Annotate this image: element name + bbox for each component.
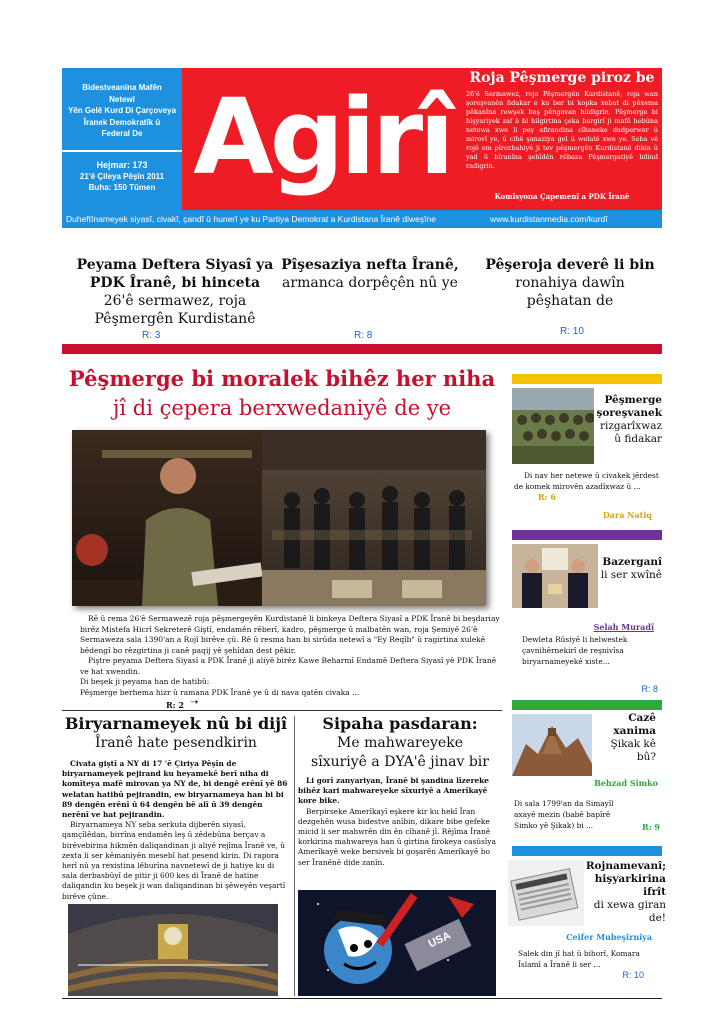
sidebar-3-heading[interactable] <box>596 712 656 764</box>
publisher-text <box>62 82 182 140</box>
sidebar-3-subtitle: Şikak kê bû? <box>610 738 656 763</box>
sidebar-3-photo <box>512 714 592 776</box>
lead-subline: jî di çepera berxwedaniyê de ye <box>112 396 452 420</box>
arrow-icon: ➝ <box>190 697 199 708</box>
publisher-line: Bidestveanîna Mafên <box>82 83 162 92</box>
teaser-2[interactable] <box>280 256 460 346</box>
sidebar-2-title: Bazerganî <box>602 556 662 568</box>
sidebar-2-photo <box>512 544 598 608</box>
sidebar-2-ref[interactable]: R: 8 <box>641 684 658 694</box>
masthead-publisher-box <box>62 68 182 210</box>
greeting-body: 26'ê Sermawez, roja Pêşmergên Kurdistanê, roja wan şoreşvanên fidakar e ku ber bi kopka xebat di pêxema pêkanîna rewşek baş pêngavan hildigrin. Pêşmerge bi hişyariyek zaf û bi hilgirtina çeka bergirî ji mafê hebûna netewa xwe li pey afirandina cîhaneke dadperwer û mirovî ye, û cihê şanaziya gel û welatê xwe ye. Seba vê rojê em pîrozbahiyê ji tev pêşmergên Kurdistanê dikin û yad û bîranîna şehîdên rêbaza Pêşmergatiyê bilind radigrin. <box>466 90 658 170</box>
masthead-logo-box <box>182 68 462 210</box>
lead-paragraph: Rê û rema 26'ê Sermawezê roja pêşmergeyên Kurdistanê li binkeya Deftera Siyasî a PDK Îranê bi beşdariay birêz Mistefa Hicrî Sekreterê Giştî, endamên rêberî, kadro, pêşmerge û malbatên wan, roja Şemiyê 26'ê Sermaweza sala 1390'an a Rojî birêve çû. Rê û resma han bi sirûda netewî a "Ey Reqîb" û ragirtina xulekê bêdengî bo rêzgirtina ji canê paqij yê şehîdan dest pêkir. <box>80 614 500 655</box>
issue-number: Hejmar: 173 <box>96 160 148 170</box>
sidebar-1-subtitle: rizgarîxwaz û fidakar <box>600 420 662 445</box>
article-right-body: Berpirseke Amerîkayî eşkere kir ku hekî Îran dezgehên wusa bidestve anîbin, dikare bibe gefeke micid li ser mahwrên din ên cîhanê jî. Rêjîma Îranê korkirina mahwareya han û girtina firokeya casûsîya Amerîkayê weke bersivek bi goşarên Amerîkayê bo ser Îranênê dide zanîn. <box>298 806 496 867</box>
sidebar-4-body: Salek din jî hat û bihorî, Komara Îslamî a Îranê li ser ... <box>518 949 640 969</box>
sidebar-2-author: Selah Muradî <box>593 622 654 632</box>
lead-paragraph: Pêşmerge berhema hizr û ramana PDK Îranê ye û di nava qatên civaka ... <box>80 687 360 697</box>
sidebar-1-author: Dara Natiq <box>602 510 652 520</box>
article-left-headline[interactable]: Biryarnameyek nû bi dijî <box>64 714 288 733</box>
section-divider-bar <box>62 344 662 354</box>
publisher-line: Netewî <box>109 94 135 104</box>
teaser-headline: Pêşeroja deverê li bin <box>485 257 655 273</box>
sidebar-2-bar <box>512 530 662 540</box>
teaser-headline: Pîşesaziya nefta Îranê, <box>281 257 459 273</box>
teaser-ref: R: 3 <box>142 330 161 341</box>
sidebar-1-body <box>514 470 662 503</box>
teaser-headline: Peyama Deftera Siyasî ya PDK Îranê, bi hinceta <box>76 257 274 291</box>
publisher-line: Yên Gelê Kurd Di Çarçoveya <box>67 106 177 115</box>
sidebar-4-heading[interactable] <box>584 860 666 925</box>
lead-headline[interactable]: Pêşmerge bi moralek bihêz her niha <box>68 366 496 391</box>
teaser-subline: 26'ê sermawez, roja Pêşmergên Kurdistanê <box>94 293 256 327</box>
satellite-cartoon-illustration <box>298 890 496 996</box>
sidebar-4-ref[interactable]: R: 10 <box>622 970 644 980</box>
un-assembly-photo <box>68 904 278 996</box>
lead-photo <box>72 430 486 606</box>
publisher-line: Federal De <box>101 129 143 138</box>
article-right-intro: Li gorî zanyariyan, Îranê bi şandina lîzereke bihêz kari mahwareyeke sîxuriyê a Amerîkayê kore bike. <box>298 776 489 806</box>
article-left-subline: Îranê hate pesendkirin <box>95 735 257 751</box>
sidebar-3-author: Behzad Simko <box>594 778 658 788</box>
sidebar-1-text: Di nav her netewe û civakek jêrdest de komek mirovên azadîxwaz û ... <box>514 471 659 491</box>
teaser-subline: armanca dorpêçên nû ye <box>282 275 458 291</box>
sidebar-2-body: Dewleta Rûsiyê li helwestek çavnihêrnekirî de reşnivîsa biryarnameyekê xiste... <box>522 635 628 666</box>
masthead-divider <box>62 150 182 152</box>
sidebar-3-ref[interactable]: R: 9 <box>642 822 660 832</box>
teaser-1[interactable] <box>70 256 280 346</box>
peshmerga-group-illustration <box>512 388 594 464</box>
sidebar-1-title: Pêşmerge şoreşvanek <box>596 394 662 419</box>
mountain-castle-illustration <box>512 714 592 776</box>
sidebar-3-bar <box>512 700 662 710</box>
lead-paragraph: Piştre peyama Deftera Siyasî a PDK Îranê ji aliyê birêz Kawe Beharmî Endamê Deftera Siyasî yê PDK Îranê ve hat xwendin. <box>80 656 497 676</box>
sidebar-4-author: Ceifer Mubeşirniya <box>566 932 652 942</box>
greeting-box <box>462 68 662 210</box>
strap-text: Duheftînameyek siyasî, civakî, çandî û hunerî ye ku Partiya Demokrat a Kurdistana Îranê diweşîne <box>66 214 436 224</box>
sidebar-1-bar <box>512 374 662 384</box>
sidebar-4-subtitle: di xewa giran de! <box>593 899 666 924</box>
sidebar-1-photo <box>512 388 594 464</box>
sidebar-3-body: Di sala 1799'an da Simayîl axayê mezin (babê bapîrê Simko yê Şikak) bi ... <box>514 799 614 830</box>
newspaper-logo: Agirî <box>193 76 451 198</box>
article-right-headline[interactable]: Sipaha pasdaran: <box>322 714 478 733</box>
article-left-intro: Civata giştî a NY di 17 'ê Çiriya Pêşîn de biryarnameyek pejirand ku heyamekê berî niha di komîteya mafê mirovan ya NY de, bi dengê erênî yê 86 welatan hatibû pejirandin, ew biryarnameya han bi bi 89 dengên erênî û 64 dengên bê alî û 39 dengên nerênî ve hat pejirandin. <box>62 759 288 820</box>
teaser-ref: R: 8 <box>354 330 373 341</box>
article-right-subline: Me mahwareyeke sîxuriyê a DYA'ê jinav bir <box>311 735 489 770</box>
article-right <box>298 714 502 868</box>
lead-body <box>80 614 500 698</box>
article-left-body: Biryarnameya NY seba serkuta dijberên siyasî, qamçîlêdan, birrîna endamên leş û zêdebûna berçav a birêvebirina hikmên daliqandinan ji aliyê rejîma Îranê ve, û zexta li ser kêmaniyên mesebî hat pesend kirin. Di rapora herî nû ya rexistina lêburîna navnetewî de ji hatiye ku di sala derbasbûyî de pitir ji 600 kes di Îranê de hatine daliqandin ku beşek ji wan daliqandinan bi şêweyên veşartî birêve çûne. <box>62 820 286 901</box>
lead-paragraph: Di beşek ji peyama han de hatibû: <box>80 677 210 686</box>
greeting-signature: Komîsyona Çapemenî a PDK Îranê <box>494 192 630 201</box>
sidebar-2-subtitle: li ser xwînê <box>600 569 662 581</box>
sidebar-4-bar <box>512 846 662 856</box>
issue-price: Buha: 150 Tûmen <box>88 183 156 192</box>
masthead-strap <box>62 210 662 228</box>
lead-page-ref[interactable]: R: 2 <box>166 700 184 710</box>
website-link[interactable]: www.kurdistanmedia.com/kurdî <box>490 214 608 224</box>
issue-info <box>62 160 182 193</box>
sidebar-3-title: Cazê xanima <box>613 712 656 737</box>
teaser-3[interactable] <box>480 256 660 346</box>
sidebar-4-title: Rojnamevanî; hişyarkirina ifrît <box>585 860 666 898</box>
greeting-title: Roja Pêşmerge piroz be <box>469 70 655 86</box>
teaser-ref: R: 10 <box>560 326 584 337</box>
column-divider <box>294 716 295 996</box>
sidebar-2-heading[interactable] <box>600 556 662 582</box>
issue-date: 21'ê Çileya Pêşîn 2011 <box>79 172 165 181</box>
lead-rule <box>62 710 502 711</box>
sidebar-4-photo <box>508 860 584 926</box>
usa-label: USA <box>426 929 453 951</box>
article-left <box>62 714 290 902</box>
sidebar-1-ref[interactable]: R: 6 <box>538 492 556 502</box>
sidebar-1-heading[interactable] <box>596 394 662 446</box>
diplomats-illustration <box>512 544 598 608</box>
ceremony-photo-illustration <box>72 430 486 606</box>
teaser-subline: ronahiya dawîn pêşhatan de <box>515 275 625 309</box>
newspapers-illustration <box>508 860 584 926</box>
satellite-cartoon <box>298 890 496 996</box>
publisher-line: Îranek Demokratîk û <box>83 117 161 127</box>
assembly-hall-illustration <box>68 904 278 996</box>
bottom-rule <box>62 998 662 999</box>
